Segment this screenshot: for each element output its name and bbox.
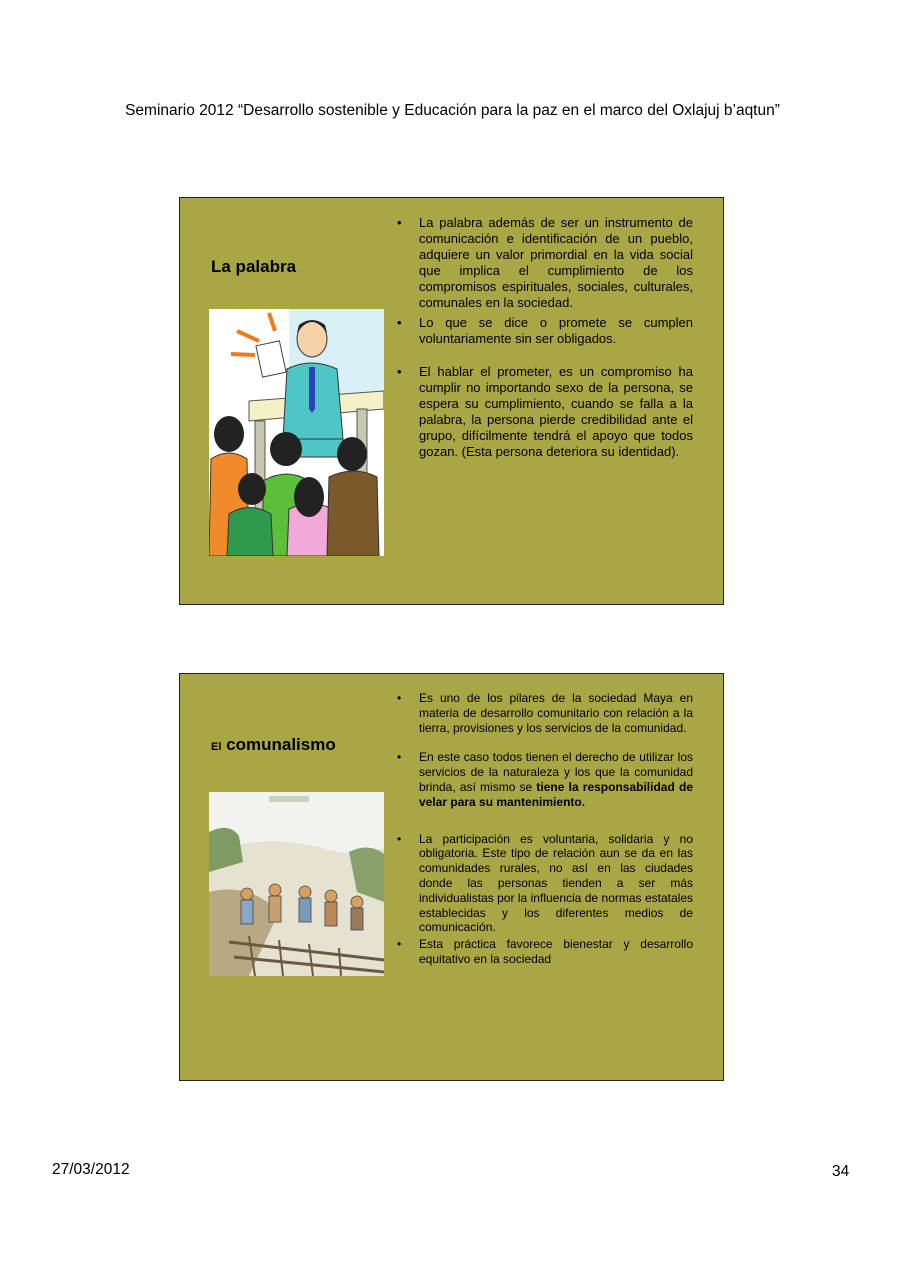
slide-title: La palabra: [211, 257, 297, 276]
list-item: • El hablar el prometer, es un compromiso ha cumplir no importando sexo de la persona, se espera su cumplimiento, cuando se falla a la palabra, la persona pierde credibilidad ante el grupo, difícilmente tendrá el apoyo que todos gozan. (Esta persona deteriora su identidad).: [397, 364, 693, 459]
bold-emphasis: tiene la responsabilidad de velar para su mantenimiento.: [419, 779, 693, 809]
bullet-icon: •: [397, 831, 402, 846]
bullet-icon: •: [397, 691, 402, 705]
bullet-icon: •: [397, 315, 402, 330]
bullet-icon: •: [397, 364, 402, 379]
list-item: • En este caso todos tienen el derecho de utilizar los servicios de la naturaleza y los que la comunidad brinda, así mismo se tiene la responsabilidad de velar para su mantenimiento.: [397, 750, 693, 809]
footer-date: 27/03/2012: [52, 1161, 130, 1178]
bullet-icon: •: [397, 937, 402, 952]
page-number: 34: [832, 1163, 850, 1180]
list-item: • Es uno de los pilares de la sociedad Maya en materia de desarrollo comunitario con relación a la tierra, provisiones y los servicios de la comunidad.: [397, 691, 693, 735]
page-header: Seminario 2012 “Desarrollo sostenible y Educación para la paz en el marco del Oxlajuj b’aqtun”: [125, 102, 780, 119]
list-item: • La participación es voluntaria, solidaria y no obligatoria. Este tipo de relación aun se da en las comunidades rurales, no así en las ciudades donde las personas tienden a ser más individualistas por la influencia de normas estatales establecidas y los diferentes medios de comunicación.: [397, 831, 693, 935]
slide-el-comunalismo: [179, 673, 724, 1081]
community-workers-illustration: [209, 792, 384, 976]
bullet-list: [397, 691, 693, 967]
list-item: • La palabra además de ser un instrumento de comunicación e identificación de un pueblo, adquiere un valor primordial en la vida social que implica el cumplimiento de los compromisos espirituales, sociales, culturales, comunales en la sociedad.: [397, 215, 693, 310]
list-item: • Esta práctica favorece bienestar y desarrollo equitativo en la sociedad: [397, 937, 693, 966]
slide-title: El comunalismo: [211, 735, 336, 754]
slide-la-palabra: [179, 197, 724, 605]
speaker-with-audience-illustration: [209, 309, 384, 556]
bullet-icon: •: [397, 215, 402, 230]
list-item: • Lo que se dice o promete se cumplen voluntariamente sin ser obligados.: [397, 315, 693, 346]
bullet-icon: •: [397, 750, 402, 765]
bullet-list: [397, 215, 693, 460]
